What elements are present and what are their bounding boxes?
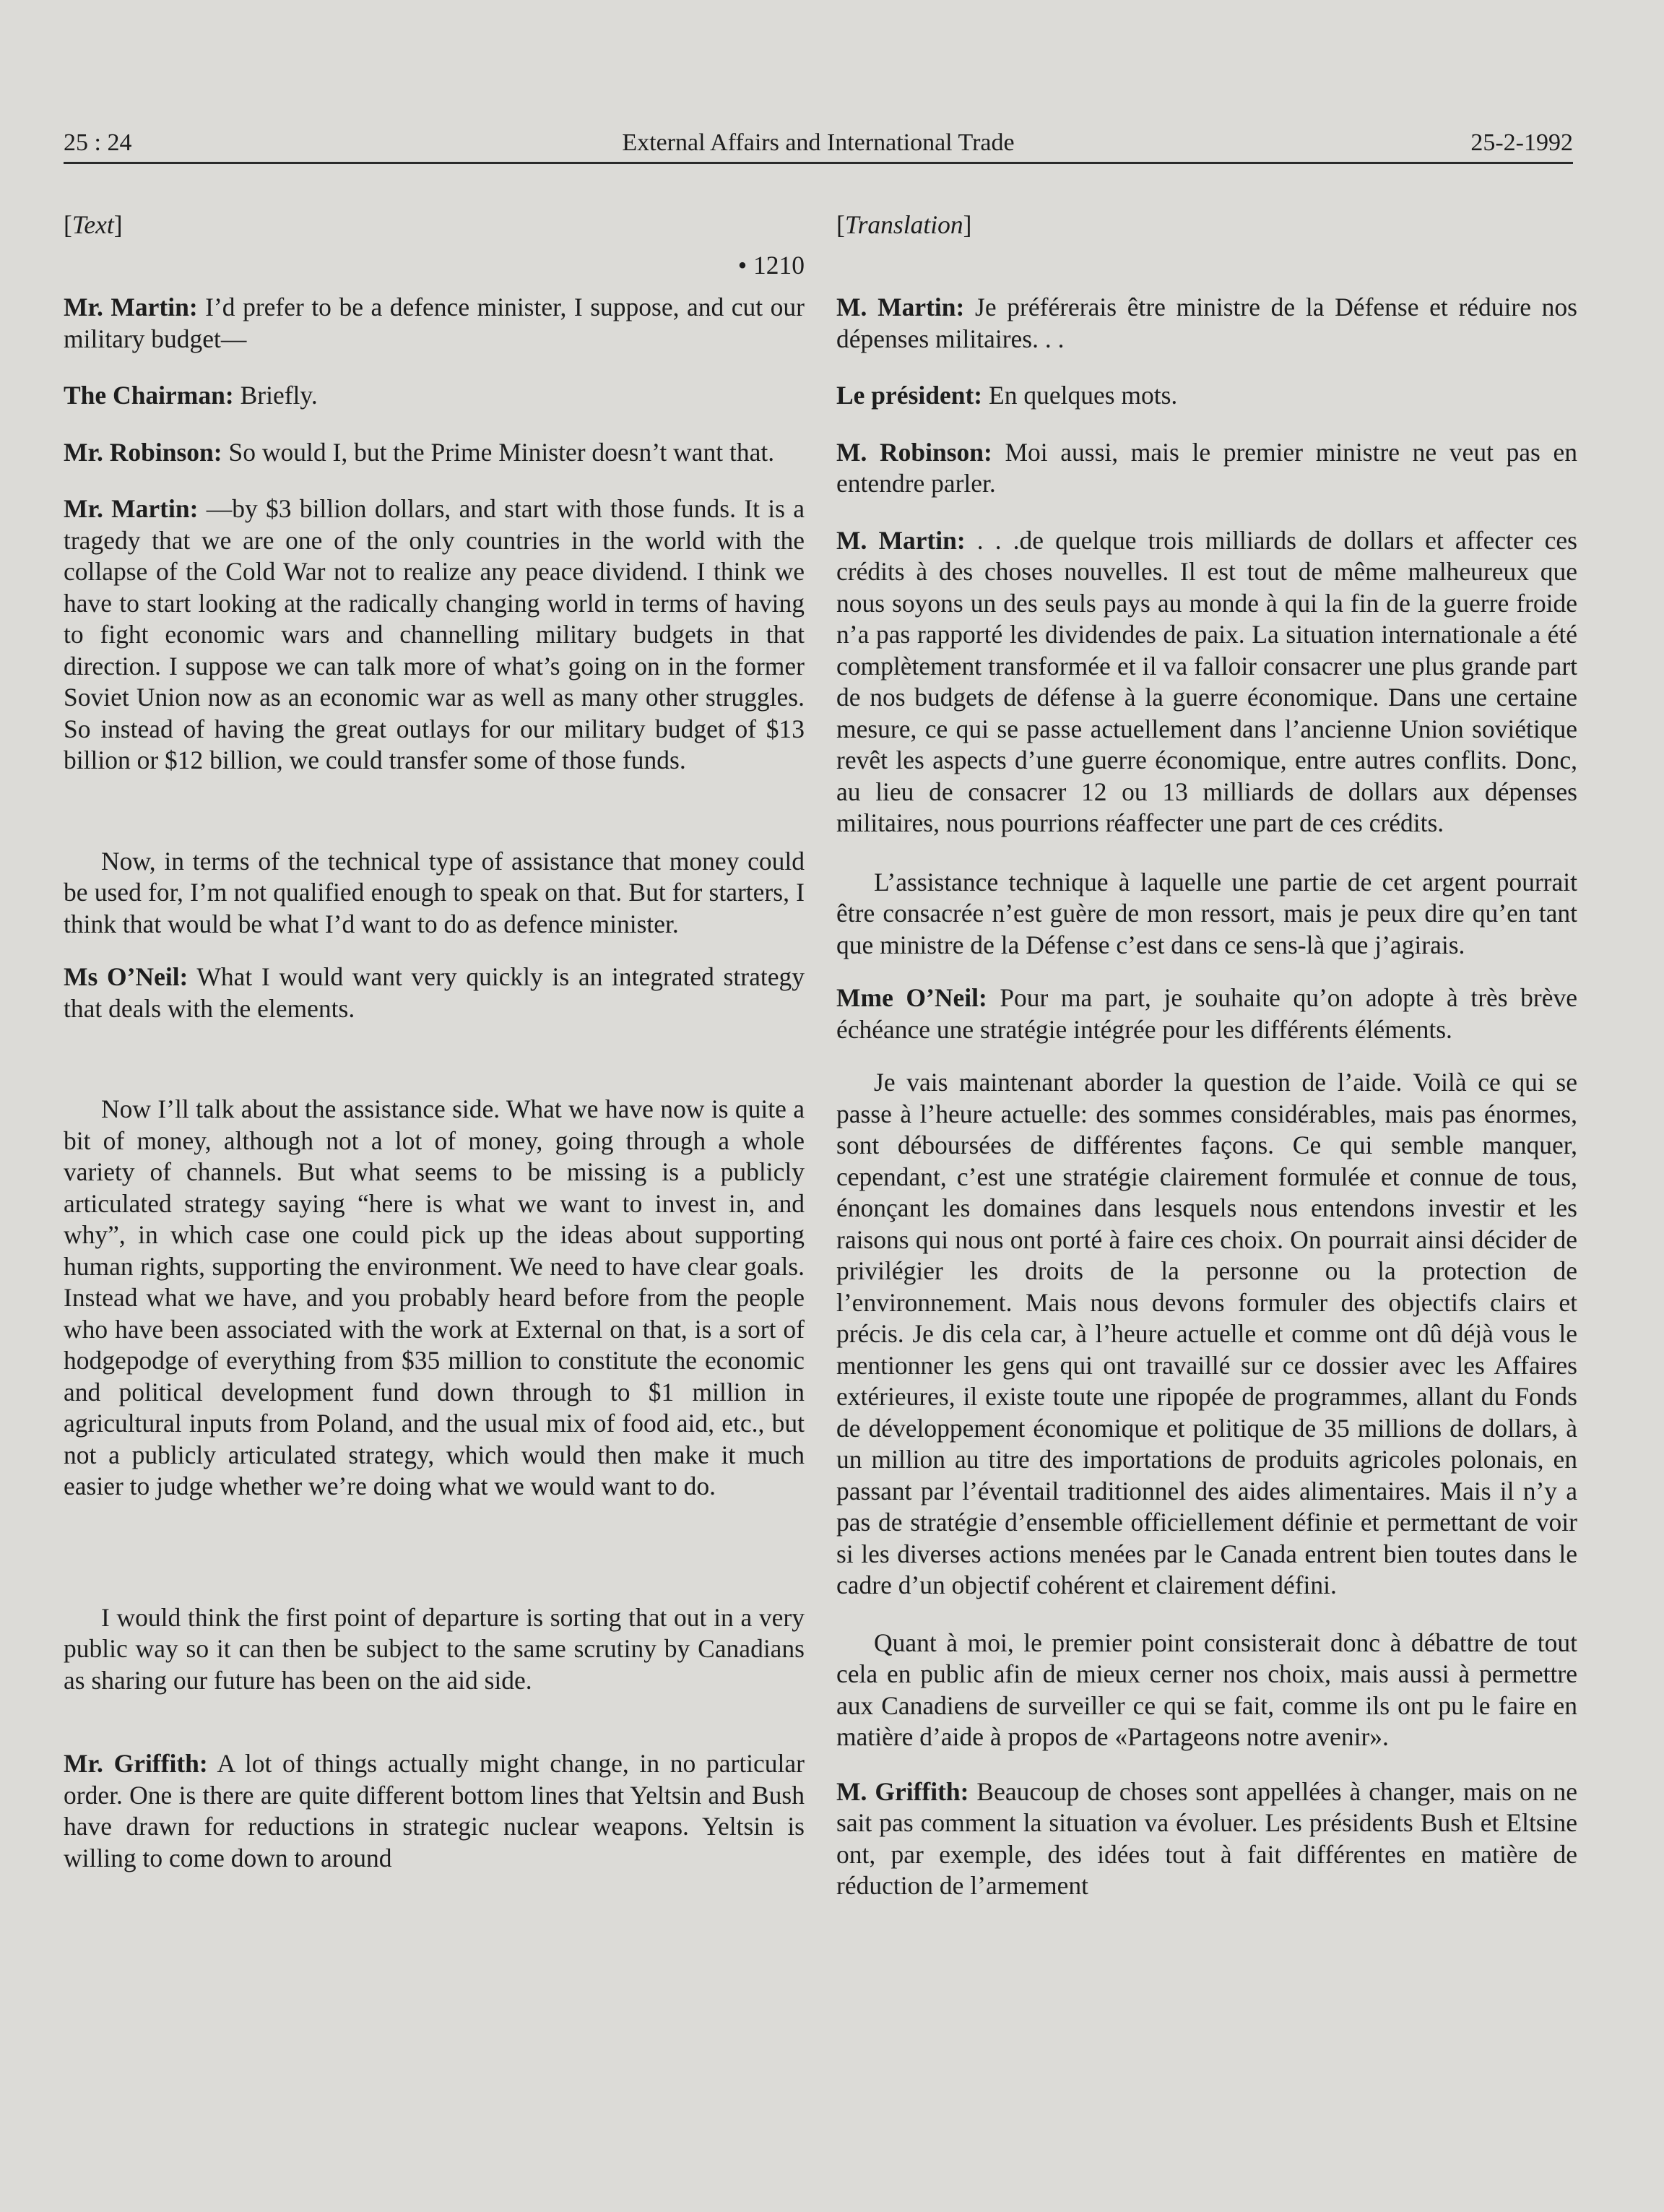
speaker-name: M. Robinson: bbox=[836, 437, 992, 467]
french-column bbox=[836, 209, 1577, 1902]
committee-title: External Affairs and International Trade bbox=[622, 129, 1015, 156]
speaker-name: M. Griffith: bbox=[836, 1776, 969, 1806]
paragraph bbox=[836, 292, 1577, 355]
speech-text: . . .de quelque trois milliards de dollars et affecter ces crédits à des choses nouvelles. Il est tout de même malheureux que nous soyons un des seuls pays au monde à qui la fin de la guerre froide n’a pas rapporté les dividendes de paix. La situation internationale a été complètement transformée et il va falloir consacrer une plus grande part de nos budgets de défense à la guerre économique. Dans une certaine mesure, ce qui se passe actuellement dans l’ancienne Union soviétique revêt les aspects d’une guerre économique, entre autres conflits. Donc, au lieu de consacrer 12 ou 13 milliards de dollars aux dépenses militaires, nous pourrions réaffecter une part de ces crédits. bbox=[836, 525, 1577, 837]
header-rule bbox=[64, 162, 1573, 164]
speaker-name: Mr. Griffith: bbox=[64, 1749, 208, 1778]
speech-text: I would think the first point of departure is sorting that out in a very public way so it can then be subject to the same scrutiny by Canadians as sharing our future has been on the aid side. bbox=[64, 1602, 805, 1695]
paragraph bbox=[64, 962, 805, 1024]
speech-text: Pour ma part, je souhaite qu’on adopte à très brève échéance une stratégie intégrée pour les différents éléments. bbox=[836, 983, 1577, 1044]
paragraph bbox=[836, 982, 1577, 1045]
speech-text: Briefly. bbox=[233, 381, 318, 410]
speaker-name: The Chairman: bbox=[64, 381, 234, 410]
speaker-name: Ms O’Neil: bbox=[64, 962, 188, 991]
speech-text: Je vais maintenant aborder la question de l’aide. Voilà ce qui se passe à l’heure actuelle: des sommes considérables, mais pas énormes, sont déboursées de différentes façons. Ce qui semble manquer, cependant, c’est une stratégie clairement formulée et connue de tous, énonçant les domaines dans lesquels nous entendons investir et les raisons qui nous ont porté à faire ces choix. On pourrait ainsi décider de privilégier les droits de la personne ou la protection de l’environnement. Mais nous devons formuler des objectifs clairs et précis. Je dis cela car, à l’heure actuelle et comme ont dû déjà vous le mentionner les gens qui ont travaillé sur ce dossier avec les Affaires extérieures, il existe toute une ripopée de programmes, allant du Fonds de développement économique et politique de 35 millions de dollars, à un million au titre des importations de produits agricoles polonais, en passant par l’éventail traditionnel des aides alimentaires. Mais il n’y a pas de stratégie d’ensemble officiellement définie et permettant de voir si les diverses actions menées par le Canada entrent bien toutes dans le cadre d’un objectif cohérent et clairement défini. bbox=[836, 1068, 1577, 1599]
speech-text: I’d prefer to be a defence minister, I suppose, and cut our military budget— bbox=[64, 293, 805, 353]
translation-label: [Translation] bbox=[836, 210, 972, 239]
speech-text: En quelques mots. bbox=[982, 381, 1178, 410]
speech-text: L’assistance technique à laquelle une partie de cet argent pourrait être consacrée n’est guère de mon ressort, mais je peux dire qu’en tant que ministre de la Défense c’est dans ce sens-là que j’agirais. bbox=[836, 867, 1577, 959]
speaker-name: Mme O’Neil: bbox=[836, 983, 987, 1012]
speech-text: Moi aussi, mais le premier ministre ne veut pas en entendre parler. bbox=[836, 437, 1578, 498]
paragraph bbox=[64, 1094, 805, 1503]
speech-text: —by $3 billion dollars, and start with those funds. It is a tragedy that we are one of the only countries in the world with the collapse of the Cold War not to realize any peace dividend. I think we have to start looking at the radically changing world in terms of having to fight economic wars and channelling military budgets in that direction. I suppose we can talk more of what’s going on in the former Soviet Union now as an economic war as well as many other struggles. So instead of having the great outlays for our military budget of $13 billion or $12 billion, we could transfer some of those funds. bbox=[64, 494, 805, 774]
paragraph bbox=[836, 380, 1577, 412]
speech-text: What I would want very quickly is an integrated strategy that deals with the elements. bbox=[64, 962, 805, 1023]
speaker-name: Mr. Martin: bbox=[64, 293, 198, 321]
translation-label-word: Translation bbox=[844, 210, 963, 239]
paragraph bbox=[64, 1748, 805, 1874]
speaker-name: Le président: bbox=[836, 381, 983, 410]
timestamp-spacer bbox=[836, 250, 1577, 292]
speaker-name: M. Martin: bbox=[836, 525, 966, 555]
speech-text: So would I, but the Prime Minister doesn’t want that. bbox=[222, 437, 775, 467]
paragraph bbox=[64, 846, 805, 941]
running-header bbox=[64, 124, 1573, 162]
speaker-name: Mr. Robinson: bbox=[64, 437, 222, 467]
paragraph bbox=[64, 380, 805, 412]
paragraph bbox=[836, 1067, 1577, 1602]
paragraph bbox=[64, 1602, 805, 1697]
timestamp: • 1210 bbox=[737, 251, 805, 280]
paragraph bbox=[836, 1628, 1577, 1753]
speaker-name: M. Martin: bbox=[836, 293, 965, 321]
paragraph bbox=[64, 292, 805, 355]
paragraph bbox=[836, 437, 1577, 500]
paragraph bbox=[836, 1776, 1577, 1902]
paragraph bbox=[836, 867, 1577, 962]
paragraph bbox=[64, 437, 805, 469]
speech-text: Now I’ll talk about the assistance side. What we have now is quite a bit of money, although not a lot of money, going through a whole variety of channels. But what seems to be missing is a publicly articulated strategy saying “here is what we want to invest in, and why”, in which case one could pick up the ideas about supporting human rights, supporting the environment. We need to have clear goals. Instead what we have, and you probably heard before from the people who have been associated with the work at External on that, is a sort of hodgepodge of everything from $35 million to constitute the economic and political development fund down through to $1 million in agricultural inputs from Poland, and the usual mix of food aid, etc., but not a publicly articulated strategy, which would then make it much easier to judge whether we’re doing what we would want to do. bbox=[64, 1094, 805, 1500]
paragraph bbox=[836, 525, 1577, 839]
speech-text: Beaucoup de choses sont appellées à changer, mais on ne sait pas comment la situation va évoluer. Les présidents Bush et Eltsine ont, par exemple, des idées tout à fait différentes en matière de réduction de l’armement bbox=[836, 1776, 1577, 1900]
speech-text: Now, in terms of the technical type of assistance that money could be used for, I’m not qualified enough to speak on that. But for starters, I think that would be what I’d want to do as defence minister. bbox=[64, 846, 805, 938]
speaker-name: Mr. Martin: bbox=[64, 494, 199, 523]
speech-text: Je préférerais être ministre de la Défense et réduire nos dépenses militaires. . . bbox=[836, 293, 1577, 353]
text-label-word: Text bbox=[72, 210, 114, 239]
header-date: 25-2-1992 bbox=[1470, 129, 1573, 156]
english-column bbox=[64, 209, 805, 1874]
speech-text: A lot of things actually might change, in no particular order. One is there are quite different bottom lines that Yeltsin and Bush have drawn for reductions in strategic nuclear weapons. Yeltsin is willing to come down to around bbox=[64, 1749, 805, 1872]
text-label: [Text] bbox=[64, 210, 123, 239]
page-number: 25 : 24 bbox=[64, 129, 132, 156]
speech-text: Quant à moi, le premier point consisterait donc à débattre de tout cela en public afin de mieux cerner nos choix, mais aussi à permettre aux Canadiens de surveiller ce qui se fait, comme ils ont pu le faire en matière d’aide à propos de «Partageons notre avenir». bbox=[836, 1628, 1577, 1751]
paragraph bbox=[64, 493, 805, 777]
